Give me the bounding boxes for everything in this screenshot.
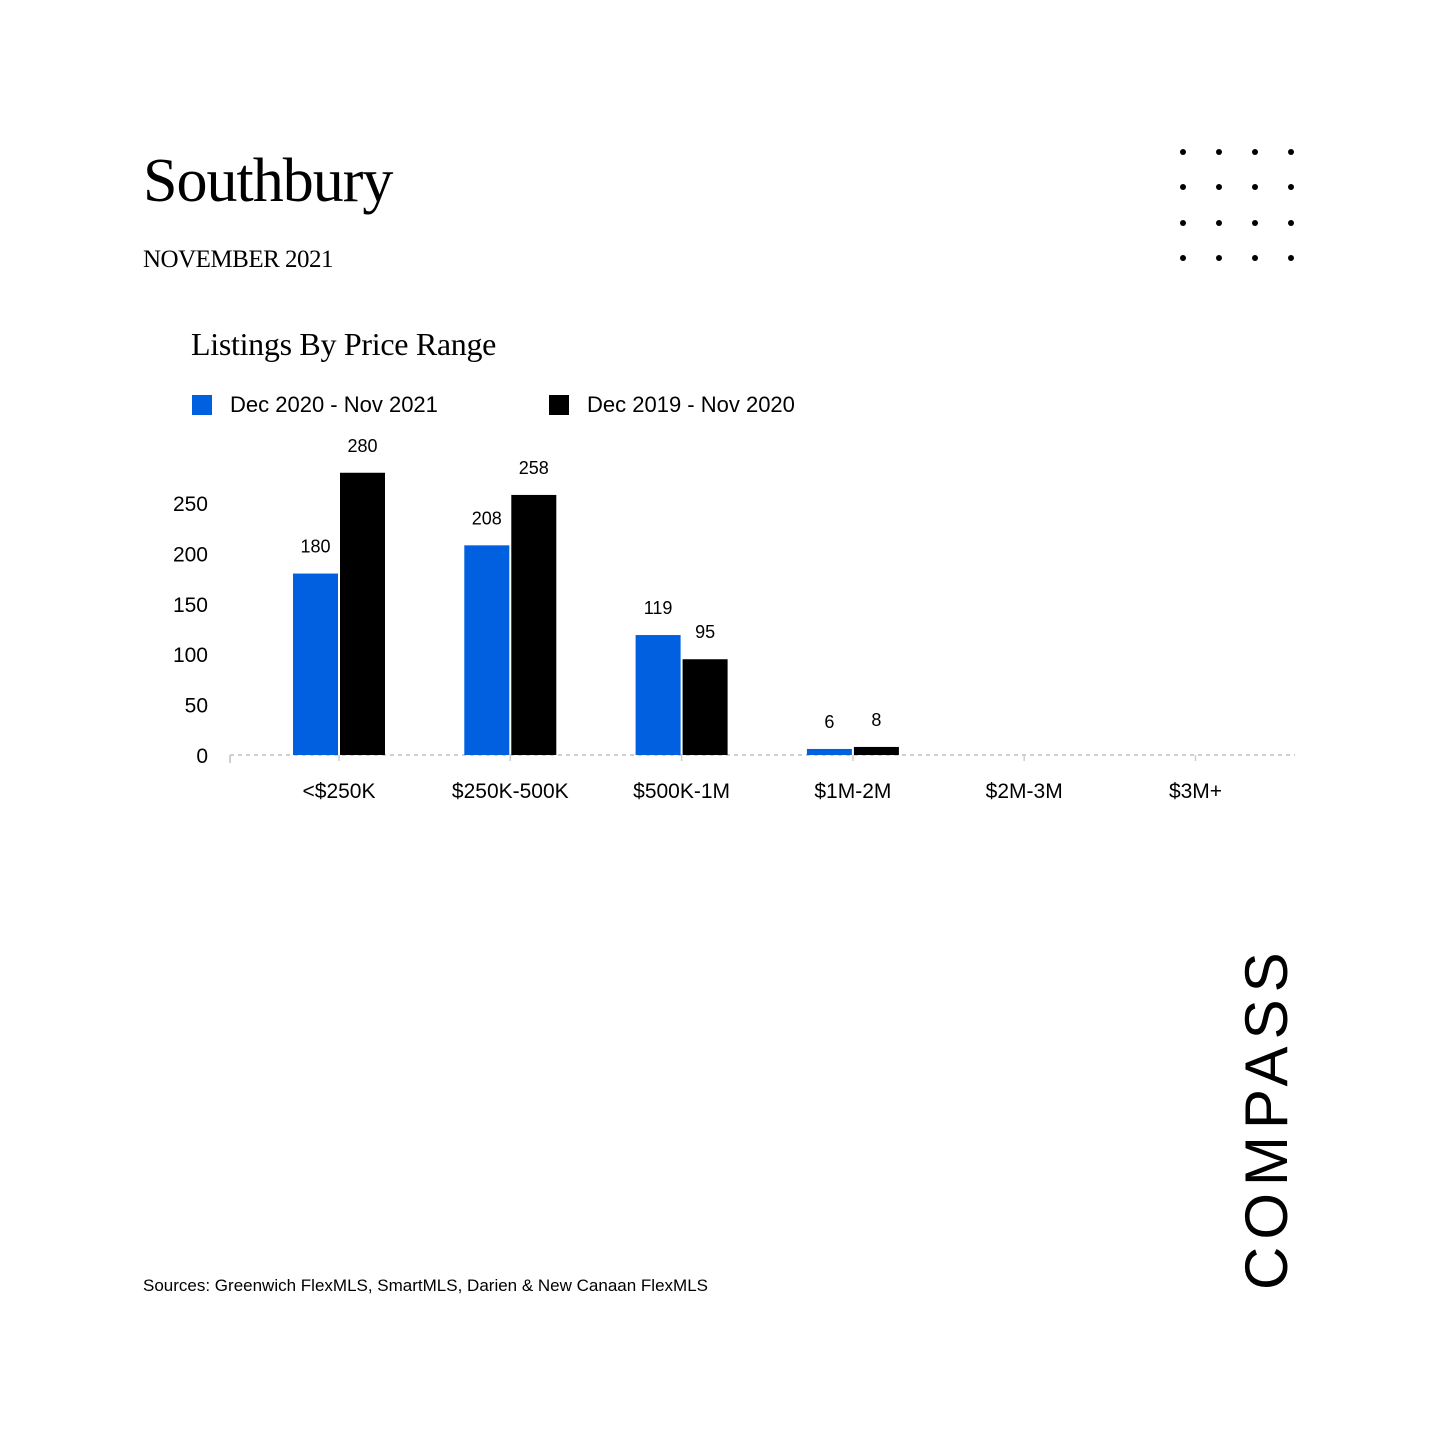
data-label: 6 <box>824 711 835 732</box>
brand-name: COMPASS <box>1233 945 1300 1290</box>
x-tick-label: $250K-500K <box>451 780 569 803</box>
bar-previous <box>340 473 385 755</box>
x-tick-label: <$250K <box>302 780 376 803</box>
chart-title: Listings By Price Range <box>191 326 497 362</box>
bar-current <box>636 635 681 755</box>
legend-swatch-previous <box>549 395 569 415</box>
y-tick-label: 50 <box>184 694 208 718</box>
x-tick-label: $500K-1M <box>633 780 731 803</box>
data-label: 258 <box>518 457 549 478</box>
data-label: 208 <box>471 508 502 529</box>
legend-label-current: Dec 2020 - Nov 2021 <box>230 392 438 417</box>
data-label: 119 <box>643 598 673 619</box>
x-tick-label: $1M-2M <box>814 780 892 803</box>
data-label: 95 <box>695 622 716 643</box>
y-tick-label: 150 <box>172 593 208 617</box>
bar-previous <box>511 495 556 755</box>
report-date: NOVEMBER 2021 <box>143 246 334 273</box>
y-tick-label: 250 <box>172 493 208 516</box>
data-label: 180 <box>300 536 331 557</box>
legend-swatch-current <box>192 395 212 415</box>
data-label: 280 <box>347 435 378 456</box>
compass-logo <box>1160 940 1320 1310</box>
y-tick-label: 100 <box>172 644 208 668</box>
bar-previous <box>854 747 899 755</box>
bar-current <box>293 574 338 755</box>
x-tick-label: $3M+ <box>1168 780 1223 803</box>
x-tick-label: $2M-3M <box>985 780 1063 803</box>
data-label: 8 <box>871 709 882 730</box>
y-tick-label: 0 <box>196 745 208 768</box>
y-tick-label: 200 <box>172 543 208 567</box>
legend-label-previous: Dec 2019 - Nov 2020 <box>587 392 795 417</box>
bar-current <box>807 749 852 755</box>
bar-current <box>464 545 509 755</box>
bar-previous <box>683 659 728 755</box>
sources-note: Sources: Greenwich FlexMLS, SmartMLS, Darien & New Canaan FlexMLS <box>143 1276 708 1295</box>
dot-grid-decoration <box>1170 140 1310 270</box>
page-title: Southbury <box>143 147 393 215</box>
